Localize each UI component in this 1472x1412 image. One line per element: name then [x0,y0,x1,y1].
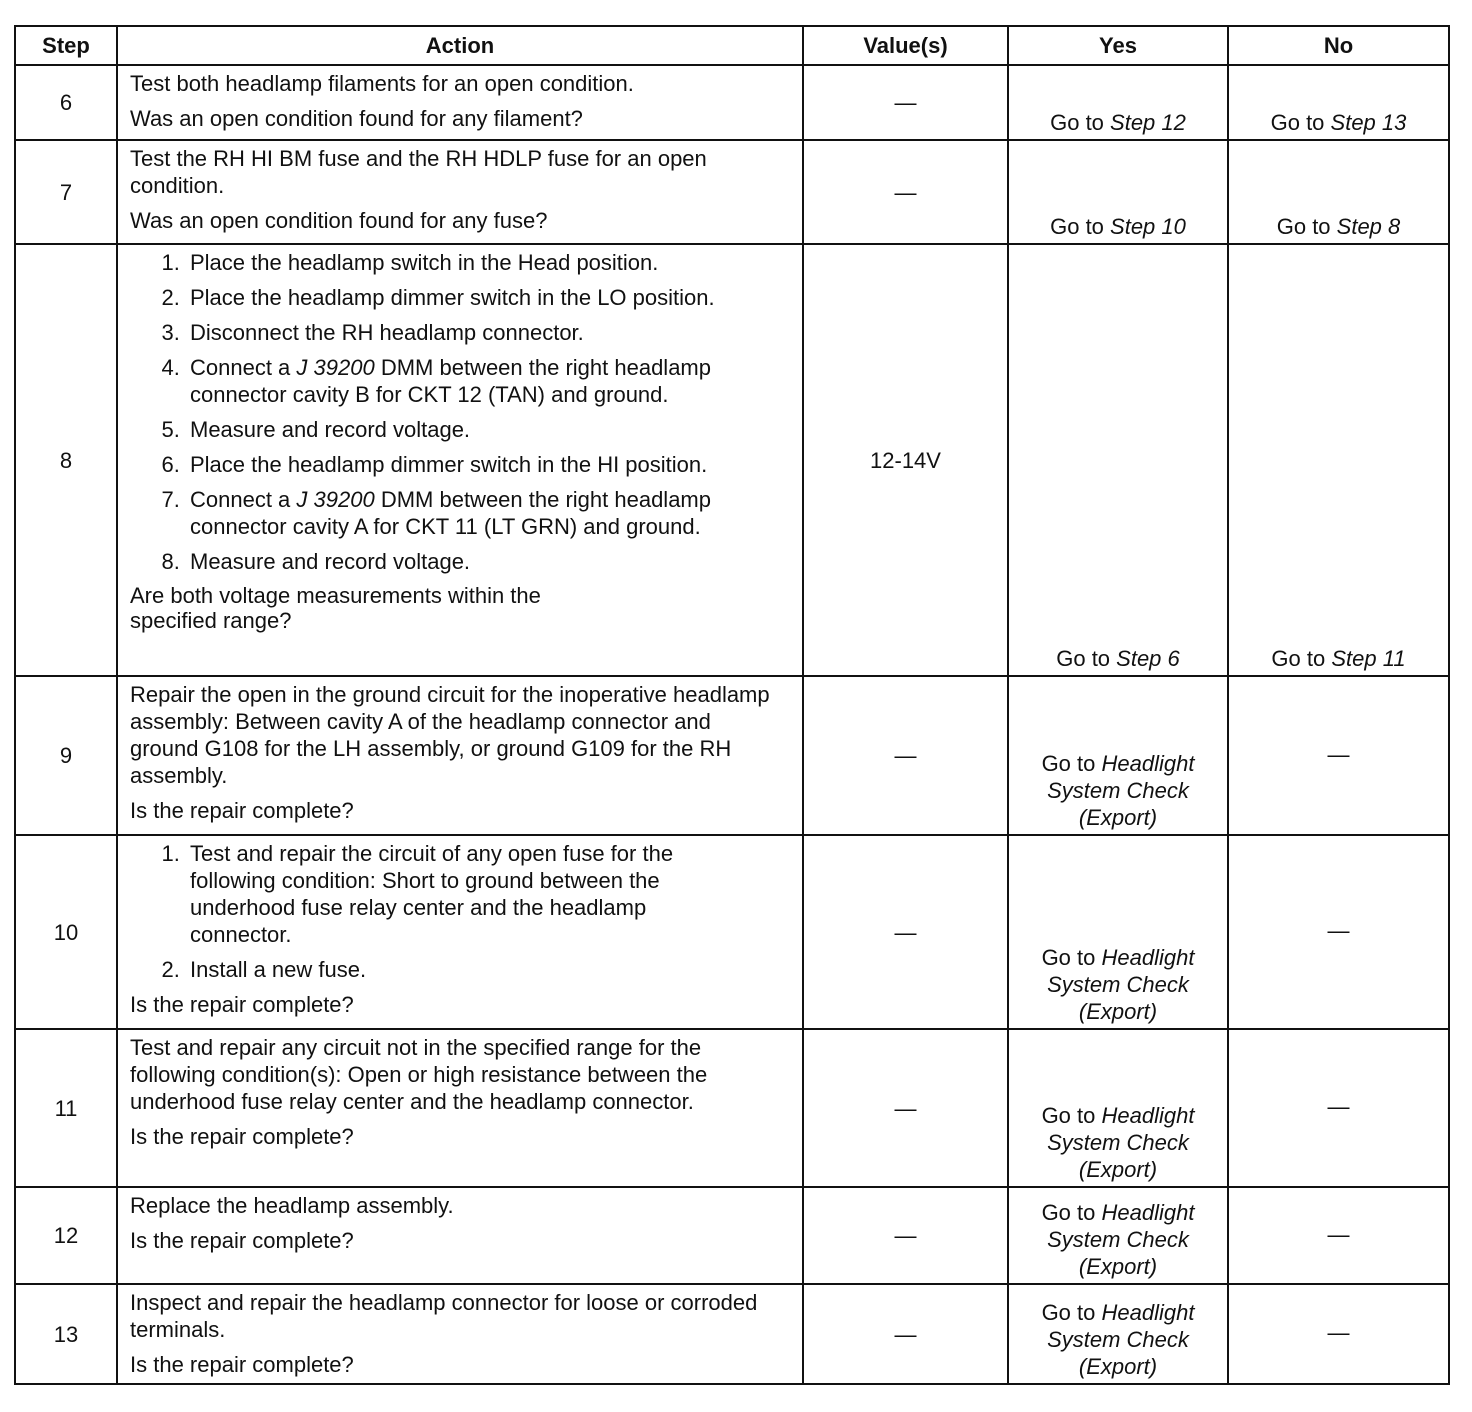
action-cell [117,1284,803,1384]
no-step-link[interactable]: Step 8 [1336,214,1401,239]
step-number: 8 [15,244,117,676]
action-cell [117,1187,803,1284]
list-item [186,548,792,575]
list-item [186,486,792,540]
yes-step-link[interactable]: Step 12 [1110,110,1186,135]
yes-procedure-link[interactable]: Headlight [1101,945,1195,970]
action-text: Test both headlamp filaments for an open condition. [130,71,634,96]
value-cell: — [803,835,1008,1029]
yes-step-link[interactable]: Step 10 [1110,214,1186,239]
list-item-text: Place the headlamp dimmer switch in the HI position. [190,452,708,477]
yes-procedure-rest[interactable]: System Check (Export) [1047,1227,1189,1279]
yes-procedure-link[interactable]: Headlight [1101,1300,1195,1325]
list-item [186,319,792,346]
no-prefix: Go to [1271,646,1332,671]
header-row [15,26,1449,65]
yes-procedure-link[interactable]: Headlight [1101,751,1195,776]
header-step: Step [15,26,117,65]
value-cell: 12-14V [803,244,1008,676]
table-row [15,835,1449,1029]
no-cell [1228,140,1449,244]
action-text: Repair the open in the ground circuit for the inoperative headlamp assembly: Between cavity A of the headlamp connector and ground G108 for the LH assembly, or ground G109 for the RH assembly. [130,682,770,788]
table-row [15,1187,1449,1284]
header-action: Action [117,26,803,65]
list-item [186,840,750,948]
step-number: 9 [15,676,117,835]
action-cell [117,244,803,676]
step-number: 7 [15,140,117,244]
yes-cell [1008,835,1228,1029]
value-cell: — [803,1029,1008,1187]
action-question: Is the repair complete? [130,992,354,1017]
diagnostic-table [14,25,1450,1385]
no-prefix: Go to [1276,214,1337,239]
value-cell: — [803,1187,1008,1284]
yes-procedure-link[interactable]: Headlight [1101,1103,1195,1128]
list-item-text: Test and repair the circuit of any open fuse for the following condition: Short to ground between the underhood fuse relay center and the headlamp connector. [190,841,674,947]
action-question: Was an open condition found for any filament? [130,106,583,131]
yes-prefix: Go to [1056,646,1117,671]
no-step-link[interactable]: Step 13 [1330,110,1407,135]
list-item [186,284,792,311]
step-number: 10 [15,835,117,1029]
tool-reference: J 39200 [296,487,375,512]
action-question: Is the repair complete? [130,798,354,823]
no-prefix: Go to [1270,110,1331,135]
action-steps-list [130,249,792,575]
action-text: Test the RH HI BM fuse and the RH HDLP fuse for an open condition. [130,146,707,198]
yes-cell [1008,1284,1228,1384]
value-cell: — [803,140,1008,244]
yes-prefix: Go to [1041,1103,1102,1128]
table-row [15,140,1449,244]
yes-procedure-link[interactable]: Headlight [1101,1200,1195,1225]
action-cell [117,65,803,140]
list-item-text: DMM between the right headlamp connector cavity A for CKT 11 (LT GRN) and ground. [190,487,711,539]
action-question: Is the repair complete? [130,1352,354,1377]
action-cell [117,835,803,1029]
yes-cell [1008,244,1228,676]
header-values: Value(s) [803,26,1008,65]
yes-prefix: Go to [1041,1300,1102,1325]
yes-cell [1008,676,1228,835]
no-cell: — [1228,1187,1449,1284]
list-item-text: Place the headlamp switch in the Head position. [190,250,659,275]
table-row [15,244,1449,676]
yes-procedure-rest[interactable]: System Check (Export) [1047,972,1189,1024]
yes-prefix: Go to [1041,945,1102,970]
action-question: Are both voltage measurements within the specified range? [130,583,541,633]
header-yes: Yes [1008,26,1228,65]
tool-reference: J 39200 [296,355,375,380]
action-cell [117,140,803,244]
yes-procedure-rest[interactable]: System Check (Export) [1047,778,1189,830]
yes-prefix: Go to [1041,1200,1102,1225]
step-number: 11 [15,1029,117,1187]
action-question: Is the repair complete? [130,1124,354,1149]
yes-procedure-rest[interactable]: System Check (Export) [1047,1130,1189,1182]
yes-cell [1008,65,1228,140]
table-row [15,676,1449,835]
action-text: Test and repair any circuit not in the specified range for the following condition(s): Open or high resistance between the underhood fuse relay center and the headlamp connector. [130,1035,708,1114]
action-steps-list [130,840,792,983]
table-row [15,65,1449,140]
no-cell: — [1228,676,1449,835]
no-cell [1228,244,1449,676]
list-item-text: Disconnect the RH headlamp connector. [190,320,584,345]
list-item-text: Measure and record voltage. [190,417,471,442]
yes-cell [1008,1029,1228,1187]
no-cell: — [1228,1029,1449,1187]
action-question: Is the repair complete? [130,1228,354,1253]
yes-step-link[interactable]: Step 6 [1116,646,1180,671]
list-item-text: Measure and record voltage. [190,549,471,574]
action-cell [117,676,803,835]
list-item [186,416,792,443]
list-item-text: Connect a [190,355,297,380]
value-cell: — [803,65,1008,140]
list-item [186,249,792,276]
list-item-text: Connect a [190,487,297,512]
step-number: 6 [15,65,117,140]
action-text: Replace the headlamp assembly. [130,1193,454,1218]
no-step-link[interactable]: Step 11 [1331,646,1406,671]
yes-cell [1008,140,1228,244]
action-cell [117,1029,803,1187]
list-item-text: Install a new fuse. [190,957,367,982]
list-item [186,956,792,983]
table-row [15,1284,1449,1384]
yes-procedure-rest[interactable]: System Check (Export) [1047,1327,1189,1379]
no-cell [1228,65,1449,140]
no-cell: — [1228,835,1449,1029]
yes-prefix: Go to [1050,110,1111,135]
list-item-text: Place the headlamp dimmer switch in the LO position. [190,285,715,310]
list-item [186,354,792,408]
no-cell: — [1228,1284,1449,1384]
yes-cell [1008,1187,1228,1284]
yes-prefix: Go to [1041,751,1102,776]
header-no: No [1228,26,1449,65]
action-question: Was an open condition found for any fuse? [130,208,548,233]
yes-prefix: Go to [1050,214,1111,239]
step-number: 12 [15,1187,117,1284]
step-number: 13 [15,1284,117,1384]
list-item-text: DMM between the right headlamp connector cavity B for CKT 12 (TAN) and ground. [190,355,711,407]
action-text: Inspect and repair the headlamp connector for loose or corroded terminals. [130,1290,758,1342]
value-cell: — [803,676,1008,835]
list-item [186,451,792,478]
table-row [15,1029,1449,1187]
value-cell: — [803,1284,1008,1384]
